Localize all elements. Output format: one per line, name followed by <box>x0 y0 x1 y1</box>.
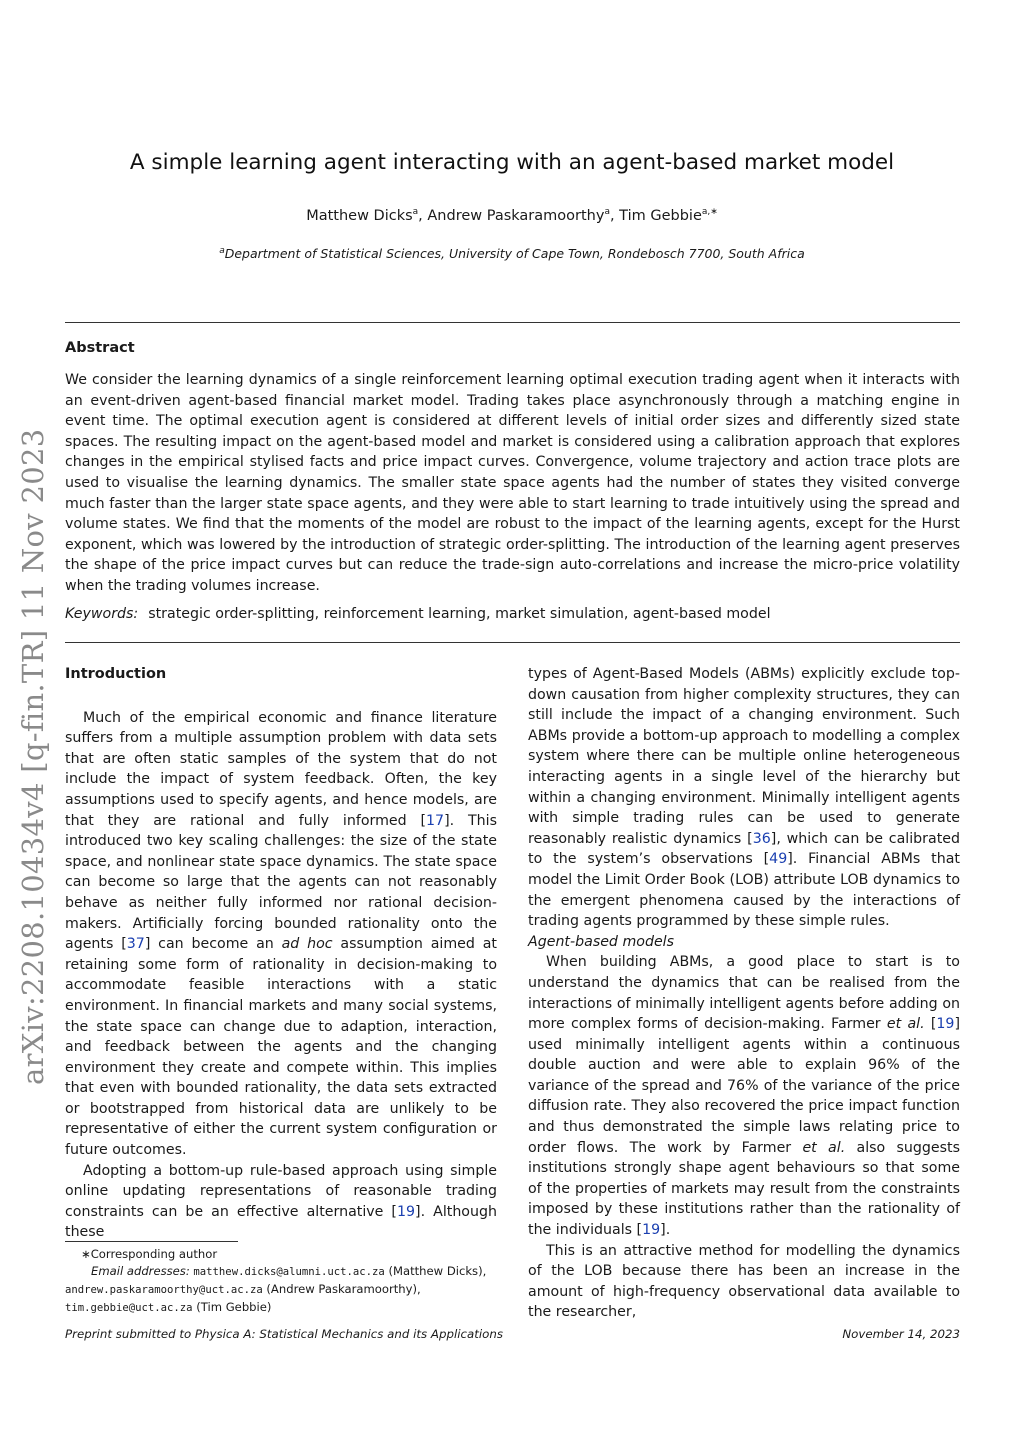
paragraph-text: Adopting a bottom-up rule-based approach using simple online updating representations of reasonable trading constraints can be an effective alternative [ <box>65 1162 497 1220</box>
right-paragraph-3: This is an attractive method for modelling the dynamics of the LOB because there has been an increase in the amount of high-frequency observational data available to the researcher, <box>528 1242 960 1321</box>
footnotes <box>65 1246 497 1317</box>
right-paragraph-1 <box>528 664 960 932</box>
section-heading-introduction: Introduction <box>65 666 167 682</box>
paragraph-text: Much of the empirical economic and finance literature suffers from a multiple assumption problem with data sets that are often static samples of the system that do not include the impact of system feedback. Often, the key assumptions used to specify agents, and hence models, are that they are rational and fully informed [ <box>65 709 497 829</box>
paragraph-text: ], which can be calibrated to the system’s observations [ <box>528 830 960 868</box>
footer-journal: Preprint submitted to Physica A: Statistical Mechanics and its Applications <box>65 1327 503 1341</box>
citation-link[interactable]: 17 <box>426 812 445 829</box>
affiliation-text: Department of Statistical Sciences, University of Cape Town, Rondebosch 7700, South Africa <box>224 246 805 261</box>
citation-link[interactable]: 19 <box>642 1222 661 1239</box>
paragraph-text: ] can become an <box>144 936 282 953</box>
arxiv-stamp[interactable]: arXiv:2208.10434v4 [q-fin.TR] 11 Nov 2023 <box>16 428 50 1085</box>
author-name: Tim Gebbie <box>619 208 702 224</box>
intro-paragraph-1 <box>65 708 497 1161</box>
paragraph-text: When building ABMs, a good place to start is to understand the dynamics that can be realised from the interactions of minimally intelligent agents before adding on more complex forms of decision-making. Farmer <box>528 954 960 1033</box>
paragraph-text: types of Agent-Based Models (ABMs) explicitly exclude top-down causation from higher complexity structures, they can still include the impact of a changing environment. Such ABMs provide a bottom-up approach to modelling a complex system where there can be multiple online heterogeneous interacting agents in a single level of the hierarchy but within a changing environment. Minimally intelligent agents with simple trading rules can be used to generate reasonably realistic dynamics [ <box>528 666 960 847</box>
author-mark: a,∗ <box>701 207 718 218</box>
paragraph-text: ]. <box>660 1222 671 1239</box>
abstract-text: We consider the learning dynamics of a single reinforcement learning optimal execution trading agent when it interacts with an event-driven agent-based financial market model. Trading takes place asynchronously through a matching engine in event time. The optimal execution agent is considered at different levels of initial order sizes and differently sized state spaces. The resulting impact on the agent-based model and market is considered using a calibration approach that explores changes in the empirical stylised facts and price impact curves. Convergence, volume trajectory and action trace plots are used to visualise the learning dynamics. The smaller state space agents had the number of states they visited converge much faster than the larger state space agents, and they were able to start learning to trade intuitively using the spread and volume states. We find that the moments of the model are robust to the impact of the learning agents, except for the Hurst exponent, which was lowered by the introduction of strategic order-splitting. The introduction of the learning agent preserves the shape of the price impact curves but can reduce the trade-sign auto-correlations and increase the micro-price volatility when the trading volumes increase. <box>65 372 960 594</box>
citation-link[interactable]: 37 <box>126 936 145 953</box>
citation-link[interactable]: 19 <box>396 1203 416 1220</box>
paragraph-text: also suggests institutions strongly shape agent behaviours so that some of the properties of markets may result from the constraints imposed by these institutions rather than the rationality of the individuals [ <box>528 1139 960 1239</box>
citation-link[interactable]: 49 <box>769 851 788 868</box>
right-paragraph-2 <box>528 952 960 1240</box>
paragraph-text: [ <box>924 1016 937 1033</box>
affiliation-mark: a <box>219 245 225 256</box>
author-name: Matthew Dicks <box>306 208 413 224</box>
author-mark: a <box>412 207 419 218</box>
emphasis-text: et al. <box>802 1139 846 1156</box>
paragraph-text: ] used minimally intelligent agents within a continuous double auction and were able to explain 96% of the variance of the spread and 76% of the variance of the price diffusion rate. They also recovered the price impact function and thus demonstrated the simple laws relating price to order flows. The work by Farmer <box>528 1016 960 1156</box>
intro-paragraph-2 <box>65 1161 497 1243</box>
email-label: Email addresses: <box>91 1264 190 1278</box>
author-list: Matthew Dicks$^a$, Andrew Paskaramoorthy$^a$, Tim Gebbie$^{a,∗}$ <box>306 207 718 224</box>
emphasis-text: ad hoc <box>281 936 333 953</box>
author-mark: a <box>604 207 610 218</box>
abstract-top-rule <box>65 322 960 323</box>
author-name: Andrew Paskaramoorthy <box>427 208 605 224</box>
citation-link[interactable]: 36 <box>752 830 771 847</box>
email-owner: (Tim Gebbie) <box>192 1300 272 1314</box>
keywords-label: Keywords: <box>65 606 139 622</box>
email-link[interactable]: andrew.paskaramoorthy@uct.ac.za <box>65 1284 263 1296</box>
right-column <box>528 664 960 1323</box>
paragraph-text: ]. Financial ABMs that model the Limit Order Book (LOB) attribute LOB dynamics to the emergent phenomena caused by the interactions of trading agents programmed by these simple rules. <box>528 851 960 930</box>
email-link[interactable]: tim.gebbie@uct.ac.za <box>65 1302 193 1314</box>
paper-title: A simple learning agent interacting with an agent-based market model <box>129 150 895 175</box>
keywords-text: strategic order-splitting, reinforcement learning, market simulation, agent-based model <box>148 606 771 622</box>
subsection-heading-agent-based-models: Agent-based models <box>528 933 675 950</box>
emphasis-text: et al. <box>886 1016 925 1033</box>
footer-date: November 14, 2023 <box>842 1327 960 1341</box>
citation-link[interactable]: 19 <box>936 1016 955 1033</box>
email-link[interactable]: matthew.dicks@alumni.uct.ac.za <box>193 1266 385 1278</box>
keywords <box>65 606 960 622</box>
paragraph-text: assumption aimed at retaining some form of rationality in decision-making to accommodate feasible interactions with a static environment. In financial markets and many social systems, the state space can change due to adaption, interaction, and feedback between the agents and the changing environment they create and compete within. This implies that even with bounded rationality, the data sets extracted or bootstrapped from historical data are unlikely to be representative of either the current system configuration or future outcomes. <box>65 936 497 1159</box>
email-owner: (Andrew Paskaramoorthy), <box>262 1282 421 1296</box>
footnote-corresponding: ∗Corresponding author <box>81 1247 218 1261</box>
abstract-bottom-rule <box>65 642 960 643</box>
abstract-heading: Abstract <box>65 340 135 356</box>
footnote-rule <box>65 1241 238 1242</box>
footnote-emails <box>65 1263 497 1317</box>
paragraph-text: ]. This introduced two key scaling challenges: the size of the state space, and nonlinear state space dynamics. The state space can become so large that the agents can not reasonably behave as neither fully informed nor rational decision-makers. Artificially forcing bounded rationality onto the agents [ <box>65 812 497 953</box>
left-column <box>65 664 497 1243</box>
affiliation <box>100 246 924 261</box>
email-owner: (Matthew Dicks), <box>384 1264 487 1278</box>
paragraph-text: ]. Although these <box>65 1203 497 1241</box>
